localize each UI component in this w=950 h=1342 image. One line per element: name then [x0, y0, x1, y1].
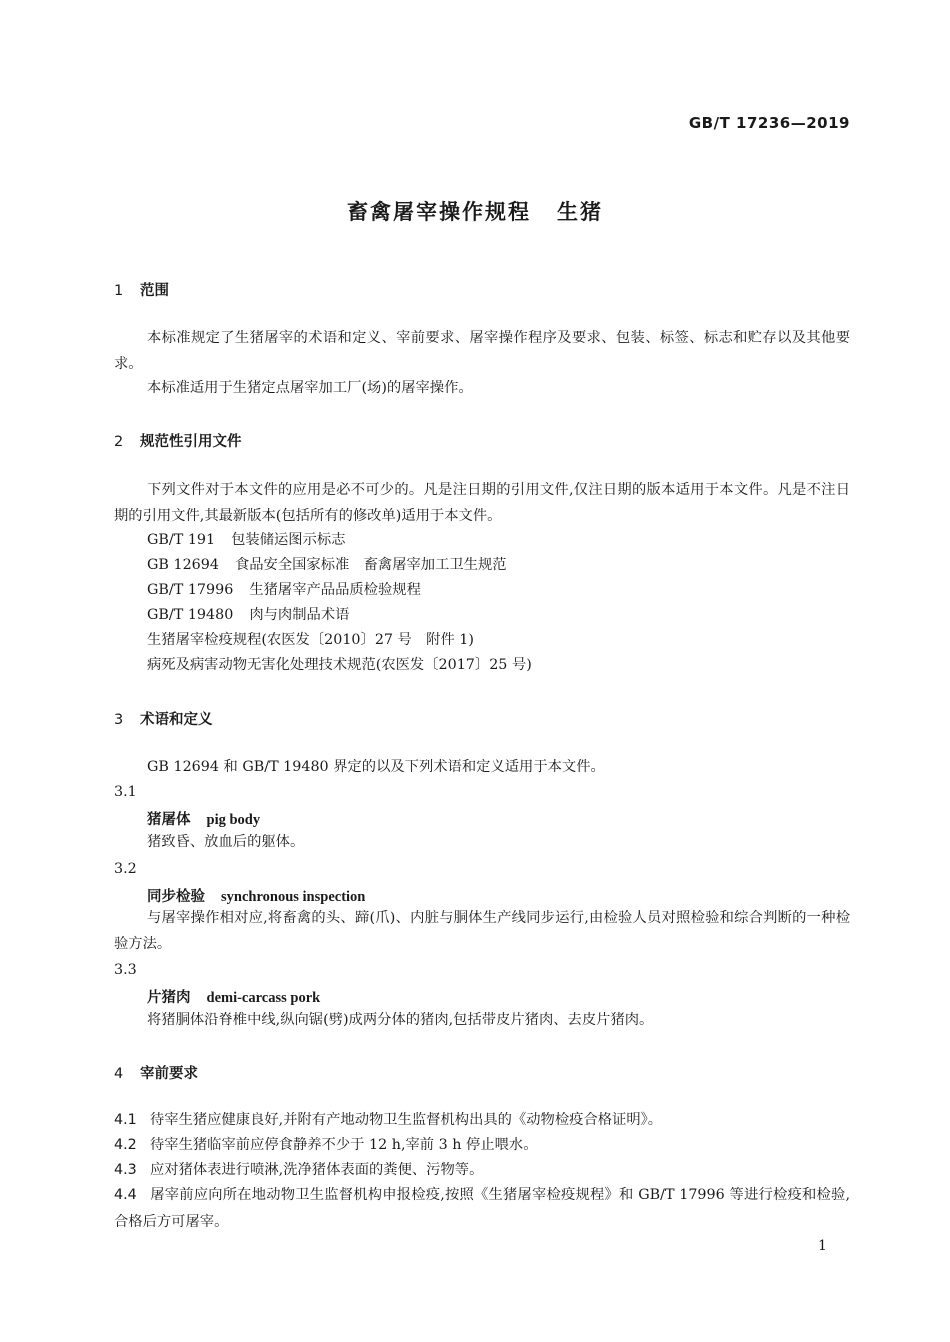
standard-number: GB/T 17236—2019: [688, 114, 850, 132]
term-zh: 片猪肉: [147, 990, 191, 1006]
term-heading: [147, 885, 365, 906]
section-number: 2: [114, 434, 124, 450]
section-2-heading: [114, 430, 242, 451]
item-number: 4.2: [114, 1137, 137, 1153]
title-main: 畜禽屠宰操作规程: [347, 200, 531, 224]
section-4-heading: [114, 1062, 198, 1083]
term-en: synchronous inspection: [221, 889, 366, 905]
section-title: 规范性引用文件: [140, 434, 242, 450]
reference-item: 生猪屠宰检疫规程(农医发〔2010〕27 号 附件 1): [147, 632, 474, 648]
section-1-para-2: 本标准适用于生猪定点屠宰加工厂(场)的屠宰操作。: [147, 380, 473, 396]
section-number: 1: [114, 283, 124, 299]
item-number: 4.1: [114, 1112, 137, 1128]
page-number: 1: [818, 1238, 827, 1254]
item-text: 待宰生猪应健康良好,并附有产地动物卫生监督机构出具的《动物检疫合格证明》。: [150, 1112, 663, 1128]
requirement-item: [114, 1132, 850, 1159]
reference-code: GB/T 19480: [147, 607, 234, 623]
reference-item: [147, 553, 507, 579]
term-definition: 猪致昏、放血后的躯体。: [147, 834, 305, 850]
section-1-heading: [114, 279, 169, 300]
section-3-intro: GB 12694 和 GB/T 19480 界定的以及下列术语和定义适用于本文件。: [147, 759, 605, 775]
section-2-intro: 下列文件对于本文件的应用是必不可少的。凡是注日期的引用文件,仅注日期的版本适用于本文件。凡是不注日期的引用文件,其最新版本(包括所有的修改单)适用于本文件。: [114, 482, 850, 524]
term-zh: 猪屠体: [147, 812, 191, 828]
reference-title: 包装储运图示标志: [231, 532, 346, 548]
item-text: 屠宰前应向所在地动物卫生监督机构申报检疫,按照《生猪屠宰检疫规程》和 GB/T 17996 等进行检疫和检验,合格后方可屠宰。: [114, 1187, 850, 1230]
reference-title: 生猪屠宰产品品质检验规程: [249, 582, 421, 598]
term-heading: [147, 808, 260, 829]
reference-code: GB/T 17996: [147, 582, 234, 598]
section-3-heading: [114, 708, 213, 729]
reference-item: 病死及病害动物无害化处理技术规范(农医发〔2017〕25 号): [147, 657, 532, 673]
reference-item: [147, 603, 349, 629]
term-definition: 与屠宰操作相对应,将畜禽的头、蹄(爪)、内脏与胴体生产线同步运行,由检验人员对照检验和综合判断的一种检验方法。: [114, 910, 850, 952]
reference-item: [147, 578, 421, 604]
requirement-item: [114, 1182, 850, 1236]
reference-title: 肉与肉制品术语: [249, 607, 350, 623]
requirement-item: [114, 1157, 850, 1184]
section-title: 宰前要求: [140, 1066, 198, 1082]
title-sub: 生猪: [557, 200, 603, 224]
reference-item: [147, 528, 346, 554]
term-zh: 同步检验: [147, 889, 205, 905]
term-definition: 将猪胴体沿脊椎中线,纵向锯(劈)成两分体的猪肉,包括带皮片猪肉、去皮片猪肉。: [147, 1012, 654, 1028]
document-title: [0, 196, 950, 226]
section-title: 术语和定义: [140, 712, 213, 728]
section-number: 3: [114, 712, 124, 728]
reference-code: GB 12694: [147, 557, 219, 573]
requirement-item: [114, 1107, 850, 1134]
section-number: 4: [114, 1066, 124, 1082]
item-number: 4.4: [114, 1187, 137, 1203]
term-en: demi-carcass pork: [206, 990, 321, 1006]
term-number: 3.3: [114, 962, 137, 978]
term-en: pig body: [206, 812, 261, 828]
section-1-para-1: 本标准规定了生猪屠宰的术语和定义、宰前要求、屠宰操作程序及要求、包装、标签、标志和贮存以及其他要求。: [114, 330, 850, 372]
section-title: 范围: [140, 283, 169, 299]
item-number: 4.3: [114, 1162, 137, 1178]
term-heading: [147, 986, 320, 1007]
term-number: 3.1: [114, 784, 137, 800]
item-text: 应对猪体表进行喷淋,洗净猪体表面的粪便、污物等。: [150, 1162, 484, 1178]
reference-code: GB/T 191: [147, 532, 216, 548]
term-number: 3.2: [114, 861, 137, 877]
reference-title: 食品安全国家标准 畜禽屠宰加工卫生规范: [234, 557, 507, 573]
item-text: 待宰生猪临宰前应停食静养不少于 12 h,宰前 3 h 停止喂水。: [150, 1137, 538, 1153]
